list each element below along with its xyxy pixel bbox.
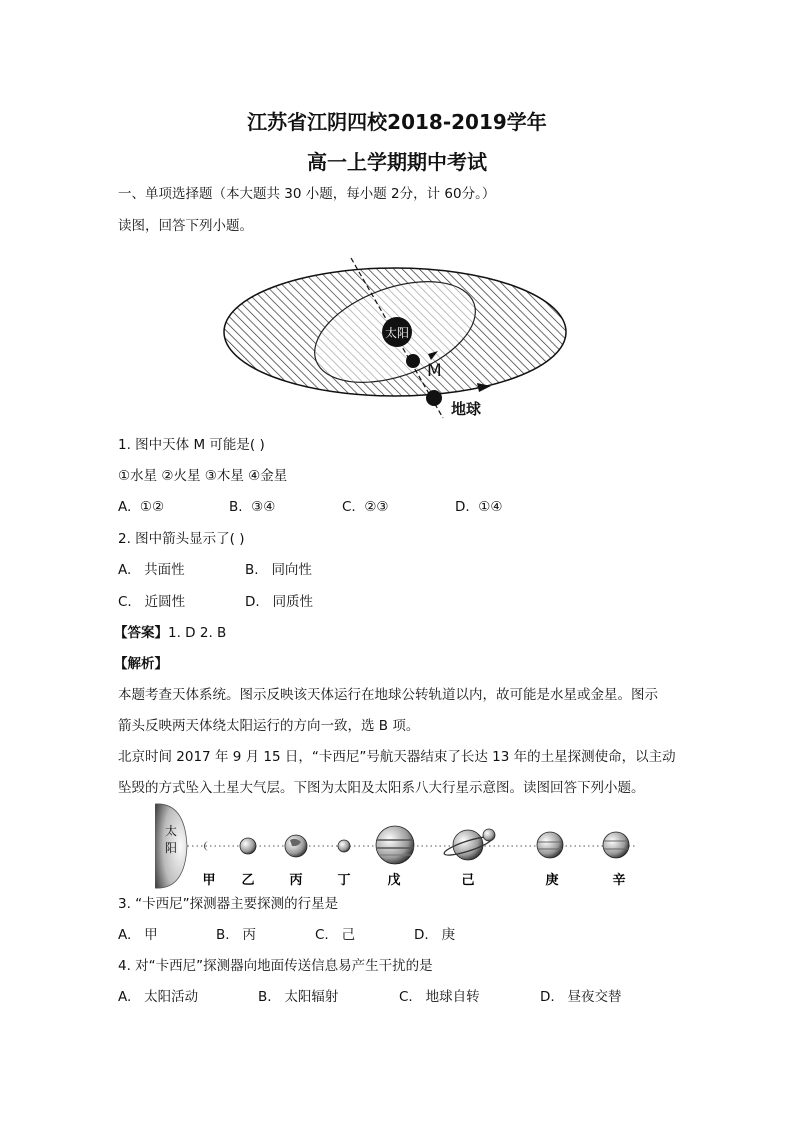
q4-option-b: B. 太阳辐射 [258,989,339,1005]
q2-option-d: D. 同质性 [245,594,314,610]
q3-option-d: D. 庚 [414,927,456,943]
q2-stem: 2. 图中箭头显示了( ) [118,531,245,547]
q1-option-b: B. ③④ [229,499,276,515]
document-title-line2: 高一上学期期中考试 [307,150,487,174]
planet-ding-icon [338,840,350,852]
q2-option-c: C. 近圆性 [118,594,186,610]
q4-option-a: A. 太阳活动 [118,989,199,1005]
planet-geng-icon [537,832,563,858]
saturn-moon-icon [483,829,495,841]
planet-label: 甲 [202,873,216,888]
q1-option-d: D. ①④ [455,499,503,515]
planet-label: 辛 [612,873,626,888]
sun-label-top: 太 [164,824,178,838]
q3-stem: 3. “卡西尼”探测器主要探测的行星是 [118,896,339,912]
planet-label: 戊 [387,873,401,888]
passage2-line1: 北京时间 2017 年 9 月 15 日，“卡西尼”号航天器结束了长达 13 年的土星探测使命，以主动 [118,749,676,765]
analysis-label: 【解析】 [114,656,168,672]
sun-label-bottom: 阳 [164,841,178,855]
analysis-line1: 本题考查天体系统。图示反映该天体运行在地球公转轨道以内，故可能是水星或金星。图示 [118,687,658,703]
planet-label: 丁 [337,873,351,888]
sun-label: 太阳 [384,326,410,340]
planet-xin-icon [603,832,629,858]
q4-option-d: D. 昼夜交替 [540,989,622,1005]
planet-wu-icon [376,826,414,864]
q1-items: ①水星 ②火星 ③木星 ④金星 [118,468,288,484]
q3-option-c: C. 己 [315,927,356,943]
passage2-line2: 坠毁的方式坠入土星大气层。下图为太阳及太阳系八大行星示意图。读图回答下列小题。 [118,780,645,796]
orbit-diagram [215,252,575,422]
q2-option-b: B. 同向性 [245,562,312,578]
planet-label: 己 [461,873,475,888]
q4-stem: 4. 对“卡西尼”探测器向地面传送信息易产生干扰的是 [118,958,433,974]
planet-m-icon [406,354,420,368]
planet-yi-icon [240,838,256,854]
q2-option-a: A. 共面性 [118,562,185,578]
q1-option-a: A. ①② [118,499,165,515]
planet-label: 丙 [289,873,303,888]
earth-label: 地球 [451,400,482,418]
q1-option-c: C. ②③ [342,499,389,515]
earth-icon [426,390,442,406]
analysis-line2: 箭头反映两天体绕太阳运行的方向一致，选 B 项。 [118,718,420,734]
m-label: M [427,361,442,381]
q1-stem: 1. 图中天体 M 可能是( ) [118,437,265,453]
q4-option-c: C. 地球自转 [399,989,480,1005]
q3-option-b: B. 丙 [216,927,256,943]
planet-label: 乙 [241,873,255,888]
q3-option-a: A. 甲 [118,927,158,943]
answer-line: 【答案】1. D 2. B [114,625,227,641]
section-intro: 读图，回答下列小题。 [118,218,253,234]
section-heading: 一、单项选择题（本大题共 30 小题，每小题 2分，计 60分。） [118,186,496,202]
planet-bing-icon [285,835,307,857]
solar-system-diagram [155,802,645,892]
document-title-line1: 江苏省江阴四校2018-2019学年 [247,110,547,134]
planet-label: 庚 [545,873,559,888]
